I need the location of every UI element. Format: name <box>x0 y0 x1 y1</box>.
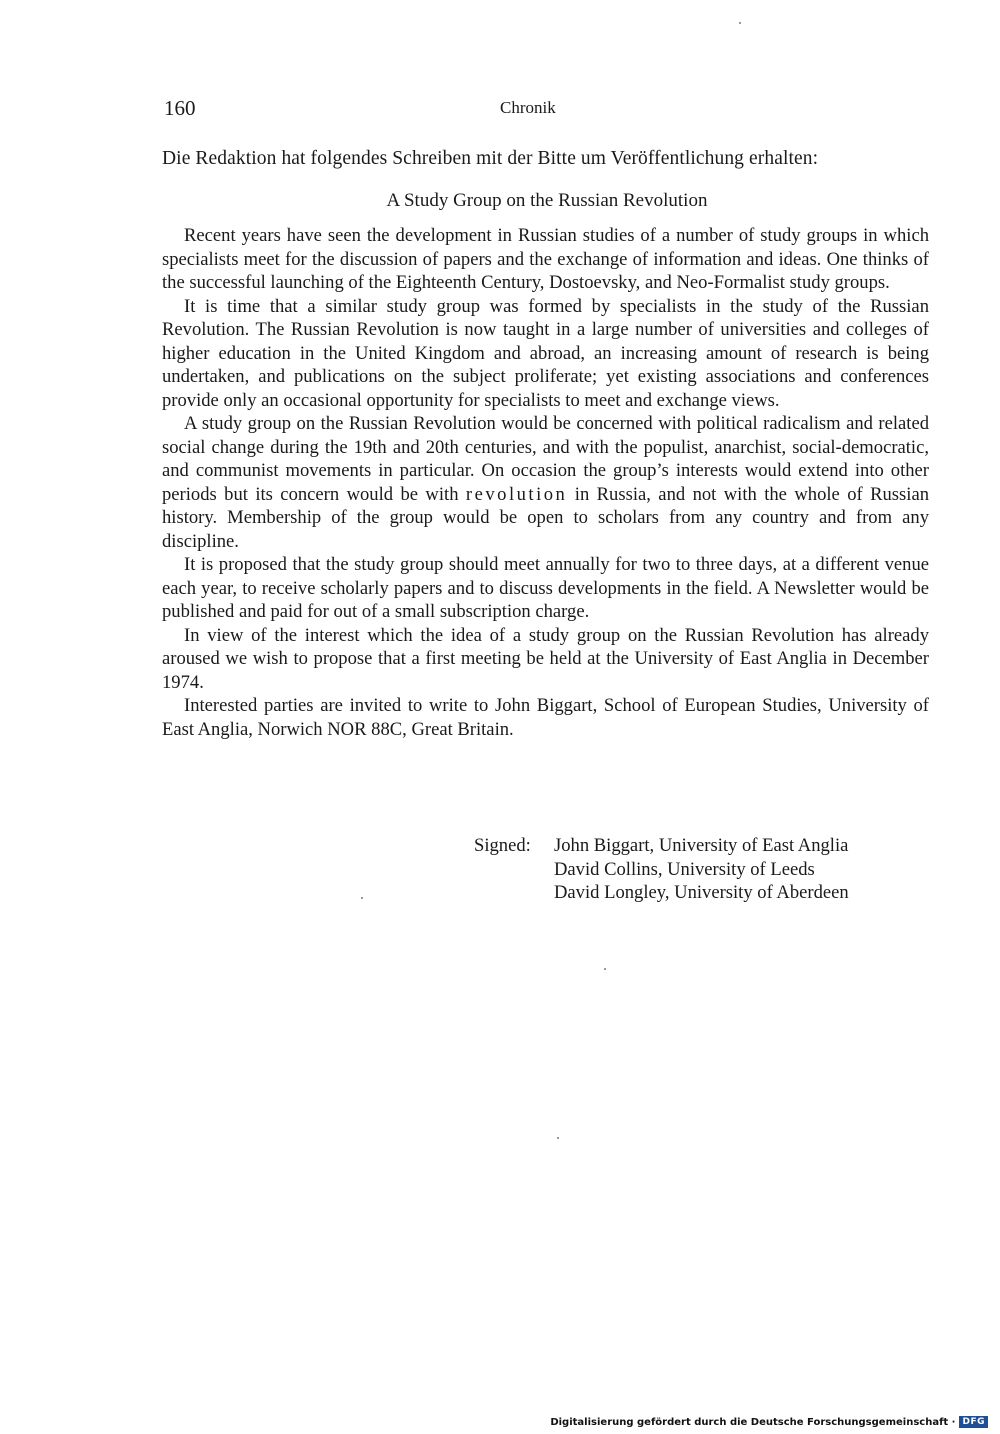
emphasis-revolution: revolution <box>465 483 568 505</box>
signature-row <box>474 881 934 905</box>
page-number: 160 <box>164 96 196 120</box>
paragraph-2: It is time that a similar study group was formed by specialists in the study of the Russian Revolution. The Russian Revolution is now taught in a large number of universities and colleges of higher education in the United Kingdom and abroad, an increasing amount of research is being undertaken, and publications on the subject proliferate; yet existing associations and conferences provide only an occasional opportunity for specialists to meet and exchange views. <box>162 295 929 411</box>
footer-credit: Digitalisierung gefördert durch die Deutsche Forschungsgemeinschaft · <box>550 1416 956 1428</box>
dfg-logo: DFG <box>959 1416 988 1428</box>
paragraph-1: Recent years have seen the development in Russian studies of a number of study groups in which specialists meet for the discussion of papers and the exchange of information and ideas. One thinks of the successful launching of the Eighteenth Century, Dostoevsky, and Neo-Formalist study groups. <box>162 225 929 293</box>
signatures <box>474 834 934 905</box>
intro-line: Die Redaktion hat folgendes Schreiben mit der Bitte um Veröffentlichung erhalten: <box>162 148 819 169</box>
footer <box>550 1416 988 1428</box>
paragraph-3-start: A study group on the Russian Revolution would be concerned with political radicalism and related social change during the 19th and 20th centuries, and with the populist, anarchist, social-democratic, and communist movements in particular. On occasion the group’s interests would extend into other periods but its concern would be with <box>162 413 929 505</box>
signature-row <box>474 858 934 882</box>
paragraph-4: It is proposed that the study group should meet annually for two to three days, at a different venue each year, to receive scholarly papers and to discuss developments in the field. A Newsletter would be published and paid for out of a small subscription charge. <box>162 554 929 622</box>
scan-speck <box>361 897 363 899</box>
signed-label-spacer <box>474 858 554 882</box>
paragraph-5: In view of the interest which the idea of a study group on the Russian Revolution has already aroused we wish to propose that a first meeting be held at the University of East Anglia in December 1974. <box>162 624 929 693</box>
letter-body <box>162 224 929 741</box>
paragraph-3 <box>162 412 929 553</box>
letter-title: A Study Group on the Russian Revolution <box>386 190 708 211</box>
signatory: John Biggart, University of East Anglia <box>554 835 849 856</box>
paragraph-6: Interested parties are invited to write to John Biggart, School of European Studies, University of East Anglia, Norwich NOR 88C, Great Britain. <box>162 695 929 740</box>
signatory: David Longley, University of Aberdeen <box>554 882 849 903</box>
signature-row <box>474 834 934 858</box>
signed-label: Signed: <box>474 835 531 856</box>
scan-speck <box>739 22 741 24</box>
paragraph-3-end: in Russia, and not with the whole of Russian history. Membership of the group would be open to scholars from any country and from any discipline. <box>162 483 929 552</box>
scan-speck <box>557 1137 559 1139</box>
signed-label-spacer <box>474 881 554 905</box>
scan-speck <box>604 968 606 970</box>
running-title: Chronik <box>500 98 556 117</box>
signatory: David Collins, University of Leeds <box>554 858 815 880</box>
